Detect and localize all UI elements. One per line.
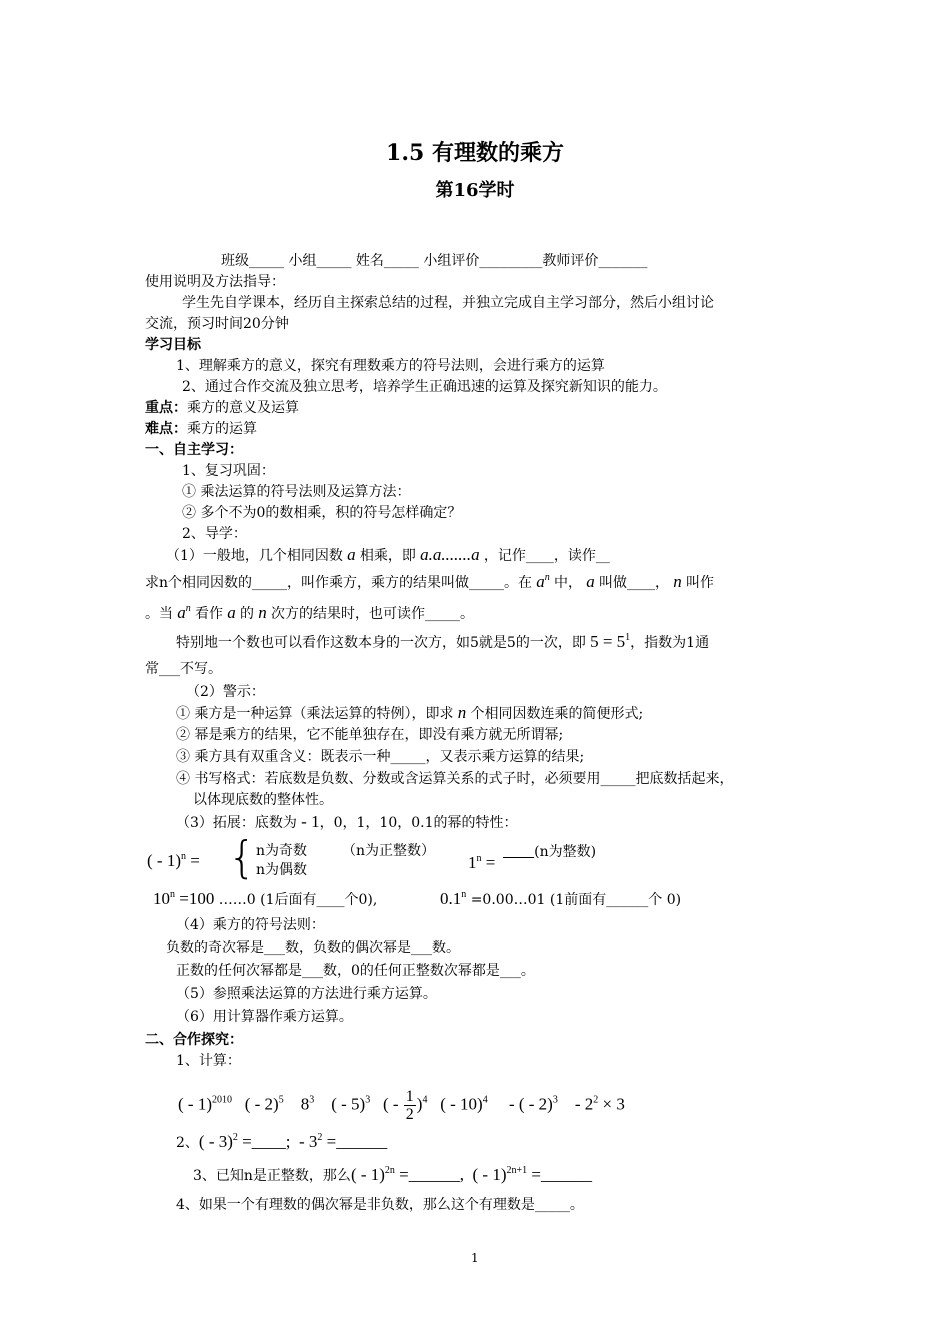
- paragraph-5: 常___不写。: [145, 661, 222, 677]
- sign-rule-1: 负数的奇次幂是___数，负数的偶次幂是___数。: [166, 940, 460, 956]
- goal-2: 2、通过合作交流及独立思考，培养学生正确迅速的运算及探究新知识的能力。: [182, 379, 667, 395]
- ext-odd-case: n为奇数: [256, 843, 308, 859]
- difficulty-text: 乘方的运算: [187, 421, 257, 437]
- warning-3: ③ 乘方具有双重含义：既表示一种_____，又表示乘方运算的结果;: [176, 749, 585, 765]
- ext-even-case: n为偶数: [256, 862, 308, 878]
- usage-text-1: 学生先自学课本，经历自主探索总结的过程，并独立完成自主学习部分，然后小组讨论: [182, 295, 714, 311]
- page-subtitle: 第16学时: [435, 180, 515, 201]
- one-power: $1^n$ =: [468, 853, 496, 872]
- usage-text-2: 交流，预习时间20分钟: [145, 316, 289, 332]
- warning-label: （2）警示：: [186, 684, 265, 700]
- warning-4: ④ 书写格式：若底数是负数、分数或含运算关系的式子时，必须要用_____把底数括起来，: [176, 771, 734, 787]
- paragraph-1: （1）一般地，几个相同因数 a 相乘，即 a.a.......a ，记作____，读作__: [166, 545, 610, 564]
- step-6: （6）用计算器作乘方运算。: [176, 1009, 353, 1025]
- key-label: 重点：: [145, 400, 187, 416]
- goals-heading: 学习目标: [145, 337, 201, 353]
- fraction-one-half: $\frac{1}{2}$: [405, 1088, 414, 1123]
- review-item-2: ② 多个不为0的数相乘，积的符号怎样确定？: [182, 505, 462, 521]
- sign-rule-label: （4）乘方的符号法则：: [176, 917, 325, 933]
- warning-1: ① 乘方是一种运算（乘法运算的特例），即求 n 个相同因数连乘的简便形式;: [176, 703, 644, 722]
- header-info-line: 班级_____ 小组_____ 姓名_____ 小组评价_________教师评价_______: [221, 253, 648, 269]
- calc-label: 1、计算：: [176, 1053, 241, 1069]
- section-1-heading: 一、自主学习：: [145, 442, 243, 458]
- warning-2: ② 幂是乘方的结果，它不能单独存在，即没有乘方就无所谓幂;: [176, 727, 564, 743]
- neg-one-power: ( - 1)$^n$ =: [147, 851, 200, 870]
- question-3: 3、已知n是正整数，那么( - 1)$^{2n}$ =______, ( - 1)$^{2n+1}$ =______: [193, 1165, 592, 1184]
- usage-label: 使用说明及方法指导：: [145, 274, 285, 290]
- ext-condition: （n为正整数）: [342, 843, 436, 859]
- point-one-power: 0.1$^n$ =0.00…01 (1前面有______个 0): [440, 889, 682, 908]
- difficulty-point: [145, 420, 257, 438]
- key-text: 乘方的意义及运算: [187, 400, 299, 416]
- page-number: 1: [471, 1251, 479, 1265]
- review-item-1: ① 乘法运算的符号法则及运算方法：: [182, 484, 411, 500]
- product-expression: a.a.......a: [415, 545, 484, 564]
- step-5: （5）参照乘法运算的方法进行乘方运算。: [176, 986, 437, 1002]
- extension-label: （3）拓展：底数为 - 1，0，1，10，0.1的幂的特性：: [176, 812, 518, 831]
- question-2: 2、( - 3)$^2$ =____; - $3^2$ =______: [176, 1132, 388, 1151]
- guide-label: 2、导学：: [182, 526, 247, 542]
- ten-power: $10^n =100$ ……0 (1后面有____个0),: [153, 889, 378, 908]
- difficulty-label: 难点：: [145, 421, 187, 437]
- warning-4-continued: 以体现底数的整体性。: [193, 792, 333, 808]
- key-point: [145, 399, 299, 417]
- review-label: 1、复习巩固：: [182, 463, 275, 479]
- paragraph-4: 特别地一个数也可以看作这数本身的一次方，如5就是5的一次，即 $5 = 5^1$，指数为1通: [176, 632, 710, 651]
- five-equals-five-pow-1: $5 = 5^1$: [585, 632, 631, 651]
- calc-expressions: ( - 1)$^{2010}$ ( - 2)$^5$ $8^3$ ( - 5)$^3$ ( - $\frac{1}{2}$ )$^4$ ( - 10)$^4$ - ( - 2)$^3$ - $2^2 \times 3$: [178, 1088, 625, 1123]
- power-a-n: $a^n$: [532, 572, 550, 591]
- brace-symbol: {: [228, 832, 256, 883]
- goal-1: 1、理解乘方的意义，探究有理数乘方的符号法则，会进行乘方的运算: [176, 358, 605, 374]
- section-2-heading: 二、合作探究：: [145, 1032, 243, 1048]
- question-4: 4、如果一个有理数的偶次幂是非负数，那么这个有理数是_____。: [176, 1197, 584, 1213]
- paragraph-3: 。当 $a^n$ 看作 a 的 n 次方的结果时，也可读作_____。: [145, 603, 474, 622]
- one-power-condition: (n为整数): [534, 844, 597, 860]
- paragraph-2: 求n个相同因数的_____，叫作乘方，乘方的结果叫做_____。在 $a^n$ 中， a 叫做____， n 叫作: [145, 572, 715, 591]
- sign-rule-2: 正数的任何次幂都是___数，0的任何正整数次幂都是___。: [176, 963, 535, 979]
- page-title: 1.5 有理数的乘方: [386, 140, 564, 166]
